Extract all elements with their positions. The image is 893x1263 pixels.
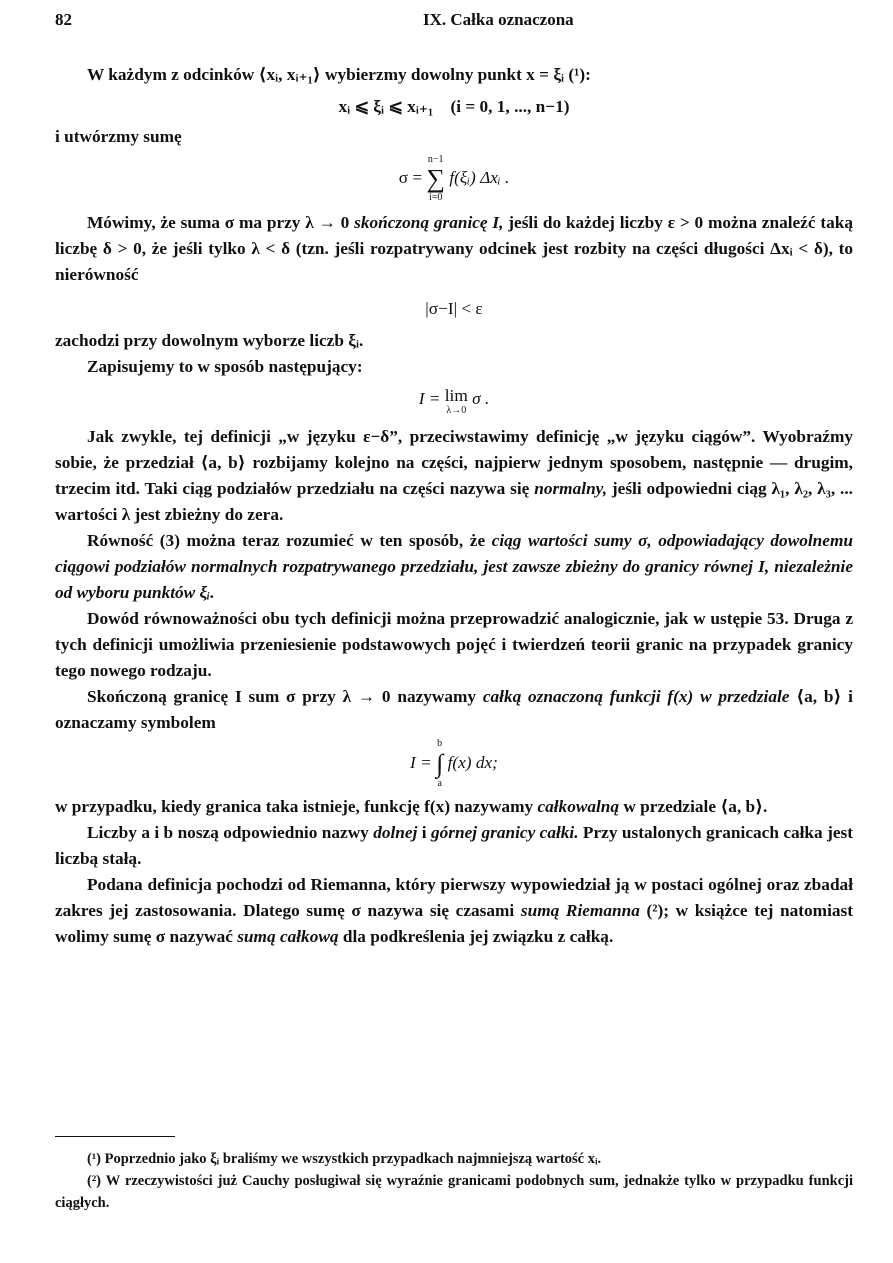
- chapter-title: IX. Całka oznaczona: [423, 10, 574, 29]
- paragraph-8: Dowód równoważności obu tych definicji można przeprowadzić analogicznie, jak w ustępie 53. Druga z tych definicji umożliwia przeniesienie podstawowych pojęć i twierdzeń teorii granic na przypadek granicy tego nowego rodzaju.: [55, 609, 853, 680]
- sum-operator: n−1 ∑ i=0: [426, 154, 445, 203]
- paragraph-5: Zapisujemy to w sposób następujący:: [87, 357, 363, 376]
- paragraph-12: Podana definicja pochodzi od Riemanna, który pierwszy wypowiedział ją w postaci ogólnej oraz zbadał zakres jej zastosowania. Dlatego sumę σ nazywa się czasami sumą Riemanna (²); w książce tej natomiast wolimy sumę σ nazywać sumą całkową dla podkreślenia jej związku z całką.: [55, 875, 853, 946]
- paragraph-4: zachodzi przy dowolnym wyborze liczb ξᵢ.: [55, 331, 364, 350]
- limit-operator: lim λ→0: [444, 386, 468, 416]
- paragraph-6: Jak zwykle, tej definicji „w języku ε−δ”, przeciwstawimy definicję „w języku ciągów”. Wyobraźmy sobie, że przedział ⟨a, b⟩ rozbijamy kolejno na części, najpierw jednym sposobem, następnie — drugim, trzecim itd. Taki ciąg podziałów przedziału na części nazywa się normalny, jeśli odpowiedni ciąg λ₁, λ₂, λ₃, ... wartości λ jest zbieżny do zera.: [55, 427, 853, 524]
- paragraph-1: W każdym z odcinków ⟨xᵢ, xᵢ₊₁⟩ wybierzmy dowolny punkt x = ξᵢ (¹):: [87, 65, 591, 84]
- main-text: [55, 62, 853, 950]
- equation-interval-points: xᵢ ⩽ ξᵢ ⩽ xᵢ₊₁ (i = 0, 1, ..., n−1): [338, 97, 570, 116]
- footnote-1: (¹) Poprzednio jako ξᵢ braliśmy we wszystkich przypadkach najmniejszą wartość xᵢ.: [87, 1151, 602, 1167]
- running-header: [55, 10, 853, 34]
- paragraph-3-definition: Mówimy, że suma σ ma przy λ → 0 skończoną granicę I, jeśli do każdej liczby ε > 0 można znaleźć taką liczbę δ > 0, że jeśli tylko λ < δ (tzn. jeśli rozpatrywany odcinek jest rozbity na części długości Δxᵢ < δ), to nierówność: [55, 213, 853, 284]
- equation-inequality: |σ−I| < ε: [425, 299, 483, 318]
- integral-operator: b ∫ a: [436, 738, 444, 789]
- paragraph-2: i utwórzmy sumę: [55, 127, 182, 146]
- footnote-1-mark: (¹): [87, 1151, 102, 1167]
- paragraph-9-integral-definition: Skończoną granicę I sum σ przy λ → 0 nazywamy całką oznaczoną funkcji f(x) w przedziale ⟨a, b⟩ i oznaczamy symbolem: [55, 687, 853, 732]
- footnote-divider: [55, 1136, 175, 1137]
- equation-integral: I = b ∫ a f(x) dx;: [410, 738, 498, 789]
- paragraph-7: Równość (3) można teraz rozumieć w ten sposób, że ciąg wartości sumy σ, odpowiadający dowolnemu ciągowi podziałów normalnych rozpatrywanego przedziału, jest zawsze zbieżny do granicy równej I, niezależnie od wyboru punktów ξᵢ.: [55, 531, 853, 602]
- paragraph-11: Liczby a i b noszą odpowiednio nazwy dolnej i górnej granicy całki. Przy ustalonych granicach całka jest liczbą stałą.: [55, 823, 853, 868]
- footnote-2: (²) W rzeczywistości już Cauchy posługiwał się wyraźnie granicami podobnych sum, jednakże tylko w przypadku funkcji ciągłych.: [55, 1173, 853, 1211]
- equation-limit: I = lim λ→0 σ .: [418, 386, 490, 416]
- equation-riemann-sum: σ = n−1 ∑ i=0 f(ξᵢ) Δxᵢ .: [398, 154, 510, 203]
- page-number: 82: [55, 10, 72, 29]
- footnote-2-mark: (²): [87, 1173, 102, 1189]
- paragraph-10: w przypadku, kiedy granica taka istnieje, funkcję f(x) nazywamy całkowalną w przedziale ⟨a, b⟩.: [55, 797, 768, 816]
